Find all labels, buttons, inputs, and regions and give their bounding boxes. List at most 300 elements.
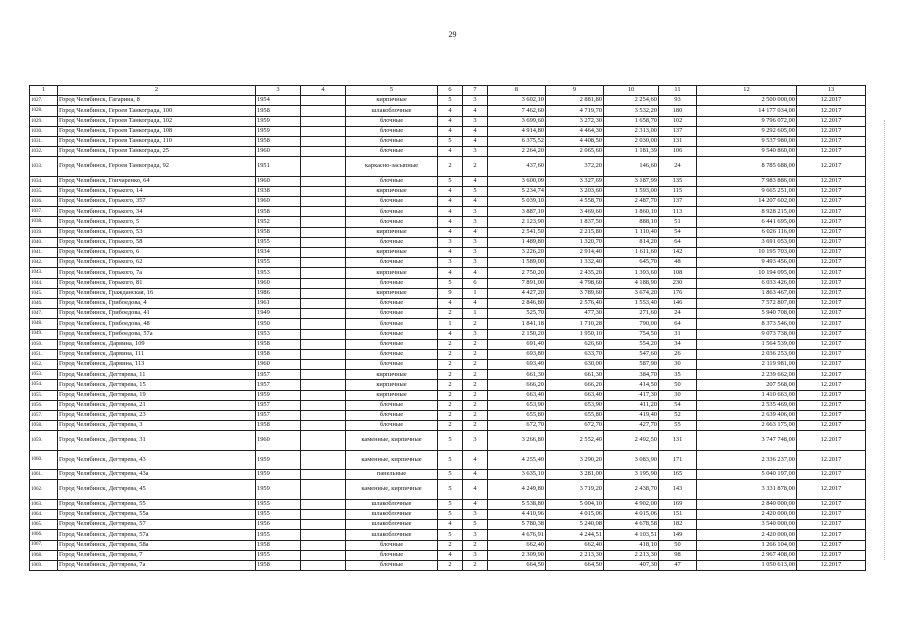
total-area-cell: 655,80 bbox=[488, 411, 546, 421]
table-row bbox=[30, 339, 866, 349]
column-4-cell bbox=[301, 360, 346, 370]
living-area-cell: 2 215,80 bbox=[546, 227, 604, 237]
deadline-cell: 12.2017 bbox=[797, 431, 866, 450]
deadline-cell: 12.2017 bbox=[797, 176, 866, 186]
living-area-cell: 3 290,20 bbox=[546, 450, 604, 469]
table-row bbox=[30, 136, 866, 146]
wall-material-cell: панельные bbox=[346, 470, 438, 480]
total-area-cell: 3 699,60 bbox=[488, 116, 546, 126]
entrances-cell: 2 bbox=[463, 390, 488, 400]
table-row bbox=[30, 227, 866, 237]
row-index-cell: 1027. bbox=[30, 96, 58, 106]
floors-cell: 2 bbox=[438, 360, 463, 370]
repair-cost-cell: 2 239 662,00 bbox=[697, 370, 797, 380]
table-row bbox=[30, 217, 866, 227]
repair-cost-cell: 2 336 237,00 bbox=[697, 450, 797, 469]
deadline-cell: 12.2017 bbox=[797, 480, 866, 499]
deadline-cell: 12.2017 bbox=[797, 248, 866, 258]
floors-cell: 4 bbox=[438, 298, 463, 308]
living-area-cell: 3 272,30 bbox=[546, 116, 604, 126]
floors-cell: 2 bbox=[438, 390, 463, 400]
table-row bbox=[30, 550, 866, 560]
row-index-cell: 1055. bbox=[30, 390, 58, 400]
living-area-cell: 666,20 bbox=[546, 380, 604, 390]
build-year-cell: 1960 bbox=[256, 147, 301, 157]
column-4-cell bbox=[301, 450, 346, 469]
residents-cell: 137 bbox=[659, 126, 697, 136]
build-year-cell: 1955 bbox=[256, 550, 301, 560]
row-index-cell: 1067. bbox=[30, 540, 58, 550]
common-area-cell: 2 254,60 bbox=[604, 96, 659, 106]
residents-cell: 54 bbox=[659, 400, 697, 410]
build-year-cell: 1953 bbox=[256, 268, 301, 278]
row-index-cell: 1030. bbox=[30, 126, 58, 136]
repair-cost-cell: 9 796 072,00 bbox=[697, 116, 797, 126]
repair-cost-cell: 8 928 215,00 bbox=[697, 207, 797, 217]
total-area-cell: 4 427,20 bbox=[488, 288, 546, 298]
floors-cell: 5 bbox=[438, 431, 463, 450]
common-area-cell: 547,60 bbox=[604, 349, 659, 359]
repair-cost-cell: 14 207 602,00 bbox=[697, 197, 797, 207]
residents-cell: 146 bbox=[659, 298, 697, 308]
living-area-cell: 4 719,70 bbox=[546, 106, 604, 116]
build-year-cell: 1959 bbox=[256, 480, 301, 499]
address-cell: Город Челябинск, Грибоедова, 57а bbox=[58, 329, 256, 339]
common-area-cell: 3 674,20 bbox=[604, 288, 659, 298]
table-row bbox=[30, 329, 866, 339]
table-row bbox=[30, 207, 866, 217]
build-year-cell: 1953 bbox=[256, 329, 301, 339]
address-cell: Город Челябинск, Дегтярева, 23 bbox=[58, 411, 256, 421]
build-year-cell: 1952 bbox=[256, 217, 301, 227]
build-year-cell: 1958 bbox=[256, 136, 301, 146]
column-number-row bbox=[30, 86, 866, 96]
build-year-cell: 1959 bbox=[256, 116, 301, 126]
column-4-cell bbox=[301, 96, 346, 106]
total-area-cell: 7 462,60 bbox=[488, 106, 546, 116]
row-index-cell: 1054. bbox=[30, 380, 58, 390]
table-row bbox=[30, 360, 866, 370]
build-year-cell: 1960 bbox=[256, 360, 301, 370]
common-area-cell: 1 553,40 bbox=[604, 298, 659, 308]
entrances-cell: 1 bbox=[463, 288, 488, 298]
deadline-cell: 12.2017 bbox=[797, 136, 866, 146]
table-row bbox=[30, 248, 866, 258]
column-4-cell bbox=[301, 319, 346, 329]
address-cell: Город Челябинск, Грибоедова, 41 bbox=[58, 309, 256, 319]
floors-cell: 4 bbox=[438, 520, 463, 530]
repair-cost-cell: 3 691 053,00 bbox=[697, 237, 797, 247]
address-cell: Город Челябинск, Дегтярева, 57а bbox=[58, 530, 256, 540]
entrances-cell: 3 bbox=[463, 248, 488, 258]
repair-cost-cell: 2 639 406,00 bbox=[697, 411, 797, 421]
common-area-cell: 411,20 bbox=[604, 400, 659, 410]
address-cell: Город Челябинск, Героев Танкограда, 100 bbox=[58, 106, 256, 116]
residents-cell: 169 bbox=[659, 499, 697, 509]
common-area-cell: 4 015,06 bbox=[604, 509, 659, 519]
row-index-cell: 1035. bbox=[30, 186, 58, 196]
repair-cost-cell: 9 540 860,00 bbox=[697, 147, 797, 157]
column-4-cell bbox=[301, 147, 346, 157]
build-year-cell: 1950 bbox=[256, 319, 301, 329]
column-4-cell bbox=[301, 370, 346, 380]
residents-cell: 108 bbox=[659, 268, 697, 278]
floors-cell: 5 bbox=[438, 136, 463, 146]
repair-cost-cell: 3 747 748,00 bbox=[697, 431, 797, 450]
total-area-cell: 5 538,80 bbox=[488, 499, 546, 509]
residents-cell: 171 bbox=[659, 450, 697, 469]
deadline-cell: 12.2017 bbox=[797, 520, 866, 530]
floors-cell: 2 bbox=[438, 370, 463, 380]
address-cell: Город Челябинск, Дегтярева, 7 bbox=[58, 550, 256, 560]
total-area-cell: 6 375,52 bbox=[488, 136, 546, 146]
residents-cell: 54 bbox=[659, 227, 697, 237]
common-area-cell: 587,90 bbox=[604, 360, 659, 370]
build-year-cell: 1938 bbox=[256, 186, 301, 196]
living-area-cell: 3 203,60 bbox=[546, 186, 604, 196]
common-area-cell: 4 188,90 bbox=[604, 278, 659, 288]
entrances-cell: 2 bbox=[463, 411, 488, 421]
column-4-cell bbox=[301, 227, 346, 237]
floors-cell: 4 bbox=[438, 227, 463, 237]
living-area-cell: 1 837,50 bbox=[546, 217, 604, 227]
column-4-cell bbox=[301, 480, 346, 499]
total-area-cell: 437,60 bbox=[488, 157, 546, 176]
living-area-cell: 630,00 bbox=[546, 360, 604, 370]
floors-cell: 4 bbox=[438, 186, 463, 196]
deadline-cell: 12.2017 bbox=[797, 470, 866, 480]
build-year-cell: 1957 bbox=[256, 370, 301, 380]
row-index-cell: 1039. bbox=[30, 227, 58, 237]
floors-cell: 3 bbox=[438, 237, 463, 247]
table-row bbox=[30, 319, 866, 329]
deadline-cell: 12.2017 bbox=[797, 550, 866, 560]
repair-cost-cell: 9 537 980,00 bbox=[697, 136, 797, 146]
residents-cell: 98 bbox=[659, 550, 697, 560]
floors-cell: 2 bbox=[438, 421, 463, 431]
column-header: 9 bbox=[546, 86, 604, 96]
common-area-cell: 419,40 bbox=[604, 411, 659, 421]
wall-material-cell: блочные bbox=[346, 329, 438, 339]
repair-cost-cell: 7 983 886,00 bbox=[697, 176, 797, 186]
column-header: 5 bbox=[346, 86, 438, 96]
residents-cell: 24 bbox=[659, 157, 697, 176]
repair-cost-cell: 2 119 981,00 bbox=[697, 360, 797, 370]
wall-material-cell: кирпичные bbox=[346, 248, 438, 258]
row-index-cell: 1059. bbox=[30, 431, 58, 450]
common-area-cell: 4 902,00 bbox=[604, 499, 659, 509]
living-area-cell: 2 914,40 bbox=[546, 248, 604, 258]
living-area-cell: 4 798,60 bbox=[546, 278, 604, 288]
build-year-cell: 1957 bbox=[256, 400, 301, 410]
column-4-cell bbox=[301, 136, 346, 146]
deadline-cell: 12.2017 bbox=[797, 530, 866, 540]
row-index-cell: 1044. bbox=[30, 278, 58, 288]
column-4-cell bbox=[301, 298, 346, 308]
common-area-cell: 3 195,90 bbox=[604, 470, 659, 480]
residents-cell: 102 bbox=[659, 116, 697, 126]
common-area-cell: 1 110,40 bbox=[604, 227, 659, 237]
residents-cell: 230 bbox=[659, 278, 697, 288]
row-index-cell: 1063. bbox=[30, 499, 58, 509]
row-index-cell: 1053. bbox=[30, 370, 58, 380]
total-area-cell: 3 226,20 bbox=[488, 248, 546, 258]
wall-material-cell: шлакоблочные bbox=[346, 499, 438, 509]
floors-cell: 2 bbox=[438, 540, 463, 550]
common-area-cell: 1 611,60 bbox=[604, 248, 659, 258]
floors-cell: 4 bbox=[438, 197, 463, 207]
column-4-cell bbox=[301, 288, 346, 298]
residents-cell: 31 bbox=[659, 329, 697, 339]
deadline-cell: 12.2017 bbox=[797, 278, 866, 288]
entrances-cell: 2 bbox=[463, 319, 488, 329]
total-area-cell: 653,90 bbox=[488, 400, 546, 410]
total-area-cell: 3 635,10 bbox=[488, 470, 546, 480]
repair-cost-cell: 207 568,00 bbox=[697, 380, 797, 390]
address-cell: Город Челябинск, Гагарина, 8 bbox=[58, 96, 256, 106]
entrances-cell: 2 bbox=[463, 421, 488, 431]
total-area-cell: 666,20 bbox=[488, 380, 546, 390]
address-cell: Город Челябинск, Дегтярева, 57 bbox=[58, 520, 256, 530]
living-area-cell: 1 710,28 bbox=[546, 319, 604, 329]
build-year-cell: 1958 bbox=[256, 349, 301, 359]
repair-cost-cell: 9 292 605,00 bbox=[697, 126, 797, 136]
floors-cell: 2 bbox=[438, 380, 463, 390]
column-4-cell bbox=[301, 400, 346, 410]
common-area-cell: 417,30 bbox=[604, 390, 659, 400]
row-index-cell: 1068. bbox=[30, 550, 58, 560]
residents-cell: 35 bbox=[659, 370, 697, 380]
entrances-cell: 4 bbox=[463, 227, 488, 237]
build-year-cell: 1934 bbox=[256, 248, 301, 258]
table-row bbox=[30, 176, 866, 186]
total-area-cell: 662,40 bbox=[488, 540, 546, 550]
floors-cell: 5 bbox=[438, 509, 463, 519]
floors-cell: 4 bbox=[438, 248, 463, 258]
address-cell: Город Челябинск, Дарвина, 113 bbox=[58, 360, 256, 370]
common-area-cell: 2 438,70 bbox=[604, 480, 659, 499]
living-area-cell: 2 213,30 bbox=[546, 550, 604, 560]
row-index-cell: 1036. bbox=[30, 197, 58, 207]
column-4-cell bbox=[301, 550, 346, 560]
deadline-cell: 12.2017 bbox=[797, 319, 866, 329]
common-area-cell: 754,50 bbox=[604, 329, 659, 339]
residents-cell: 55 bbox=[659, 421, 697, 431]
column-header: 6 bbox=[438, 86, 463, 96]
address-cell: Город Челябинск, Горького, 14 bbox=[58, 186, 256, 196]
column-4-cell bbox=[301, 126, 346, 136]
residents-cell: 142 bbox=[659, 248, 697, 258]
living-area-cell: 2 552,40 bbox=[546, 431, 604, 450]
build-year-cell: 1955 bbox=[256, 530, 301, 540]
address-cell: Город Челябинск, Дегтярева, 3 bbox=[58, 421, 256, 431]
floors-cell: 4 bbox=[438, 126, 463, 136]
floors-cell: 5 bbox=[438, 499, 463, 509]
table-row bbox=[30, 480, 866, 499]
entrances-cell: 3 bbox=[463, 237, 488, 247]
common-area-cell: 2 492,50 bbox=[604, 431, 659, 450]
entrances-cell: 4 bbox=[463, 106, 488, 116]
column-4-cell bbox=[301, 421, 346, 431]
living-area-cell: 3 469,60 bbox=[546, 207, 604, 217]
living-area-cell: 4 015,06 bbox=[546, 509, 604, 519]
total-area-cell: 4 914,80 bbox=[488, 126, 546, 136]
floors-cell: 2 bbox=[438, 411, 463, 421]
floors-cell: 4 bbox=[438, 217, 463, 227]
entrances-cell: 5 bbox=[463, 520, 488, 530]
address-cell: Город Челябинск, Горького, 62 bbox=[58, 258, 256, 268]
build-year-cell: 1960 bbox=[256, 197, 301, 207]
deadline-cell: 12.2017 bbox=[797, 207, 866, 217]
wall-material-cell: блочные bbox=[346, 309, 438, 319]
entrances-cell: 3 bbox=[463, 207, 488, 217]
entrances-cell: 3 bbox=[463, 550, 488, 560]
wall-material-cell: блочные bbox=[346, 197, 438, 207]
address-cell: Город Челябинск, Дегтярева, 19 bbox=[58, 390, 256, 400]
build-year-cell: 1956 bbox=[256, 520, 301, 530]
build-year-cell: 1961 bbox=[256, 298, 301, 308]
table-row bbox=[30, 309, 866, 319]
deadline-cell: 12.2017 bbox=[797, 329, 866, 339]
deadline-cell: 12.2017 bbox=[797, 560, 866, 570]
address-cell: Город Челябинск, Дегтярева, 31 bbox=[58, 431, 256, 450]
floors-cell: 5 bbox=[438, 480, 463, 499]
wall-material-cell: каменные, кирпичные bbox=[346, 450, 438, 469]
total-area-cell: 1 489,80 bbox=[488, 237, 546, 247]
address-cell: Город Челябинск, Горького, 58 bbox=[58, 237, 256, 247]
row-index-cell: 1038. bbox=[30, 217, 58, 227]
living-area-cell: 2 576,40 bbox=[546, 298, 604, 308]
wall-material-cell: блочные bbox=[346, 550, 438, 560]
total-area-cell: 4 410,96 bbox=[488, 509, 546, 519]
deadline-cell: 12.2017 bbox=[797, 339, 866, 349]
repair-cost-cell: 2 500 000,00 bbox=[697, 96, 797, 106]
address-cell: Город Челябинск, Горького, 53 bbox=[58, 227, 256, 237]
repair-cost-cell: 6 033 426,00 bbox=[697, 278, 797, 288]
entrances-cell: 4 bbox=[463, 136, 488, 146]
table-row bbox=[30, 499, 866, 509]
floors-cell: 2 bbox=[438, 560, 463, 570]
common-area-cell: 1 860,10 bbox=[604, 207, 659, 217]
deadline-cell: 12.2017 bbox=[797, 217, 866, 227]
wall-material-cell: блочные bbox=[346, 421, 438, 431]
total-area-cell: 664,50 bbox=[488, 560, 546, 570]
column-4-cell bbox=[301, 349, 346, 359]
repair-cost-cell: 10 195 703,00 bbox=[697, 248, 797, 258]
repair-cost-cell: 2 967 408,00 bbox=[697, 550, 797, 560]
column-4-cell bbox=[301, 329, 346, 339]
row-index-cell: 1048. bbox=[30, 319, 58, 329]
floors-cell: 5 bbox=[438, 450, 463, 469]
column-header: 7 bbox=[463, 86, 488, 96]
row-index-cell: 1047. bbox=[30, 309, 58, 319]
table-row bbox=[30, 197, 866, 207]
living-area-cell: 4 558,70 bbox=[546, 197, 604, 207]
floors-cell: 2 bbox=[438, 400, 463, 410]
build-year-cell: 1986 bbox=[256, 288, 301, 298]
address-cell: Город Челябинск, Дегтярева, 15 bbox=[58, 380, 256, 390]
table-row bbox=[30, 509, 866, 519]
wall-material-cell: блочные bbox=[346, 116, 438, 126]
deadline-cell: 12.2017 bbox=[797, 126, 866, 136]
common-area-cell: 146,60 bbox=[604, 157, 659, 176]
repair-cost-cell: 3 331 878,00 bbox=[697, 480, 797, 499]
total-area-cell: 661,30 bbox=[488, 370, 546, 380]
repair-cost-cell: 14 177 034,00 bbox=[697, 106, 797, 116]
column-4-cell bbox=[301, 431, 346, 450]
floors-cell: 4 bbox=[438, 268, 463, 278]
row-index-cell: 1050. bbox=[30, 339, 58, 349]
row-index-cell: 1046. bbox=[30, 298, 58, 308]
living-area-cell: 5 004,10 bbox=[546, 499, 604, 509]
floors-cell: 5 bbox=[438, 96, 463, 106]
repair-cost-cell: 5 040 197,00 bbox=[697, 470, 797, 480]
common-area-cell: 1 181,39 bbox=[604, 147, 659, 157]
build-year-cell: 1958 bbox=[256, 106, 301, 116]
address-cell: Город Челябинск, Дегтярева, 55 bbox=[58, 499, 256, 509]
column-4-cell bbox=[301, 540, 346, 550]
residents-cell: 113 bbox=[659, 207, 697, 217]
table-row bbox=[30, 186, 866, 196]
entrances-cell: 4 bbox=[463, 470, 488, 480]
floors-cell: 2 bbox=[438, 349, 463, 359]
column-4-cell bbox=[301, 268, 346, 278]
deadline-cell: 12.2017 bbox=[797, 197, 866, 207]
total-area-cell: 2 541,50 bbox=[488, 227, 546, 237]
row-index-cell: 1029. bbox=[30, 116, 58, 126]
wall-material-cell: шлакоблочные bbox=[346, 520, 438, 530]
wall-material-cell: кирпичные bbox=[346, 380, 438, 390]
table-row bbox=[30, 278, 866, 288]
address-cell: Город Челябинск, Дарвина, 109 bbox=[58, 339, 256, 349]
address-cell: Город Челябинск, Героев Танкограда, 25 bbox=[58, 147, 256, 157]
address-cell: Город Челябинск, Дегтярева, 7а bbox=[58, 560, 256, 570]
deadline-cell: 12.2017 bbox=[797, 390, 866, 400]
common-area-cell: 407,30 bbox=[604, 560, 659, 570]
table-row bbox=[30, 560, 866, 570]
floors-cell: 9 bbox=[438, 288, 463, 298]
repair-cost-cell: 1 050 613,00 bbox=[697, 560, 797, 570]
column-4-cell bbox=[301, 411, 346, 421]
column-4-cell bbox=[301, 106, 346, 116]
address-cell: Город Челябинск, Дегтярева, 55а bbox=[58, 509, 256, 519]
deadline-cell: 12.2017 bbox=[797, 421, 866, 431]
wall-material-cell: блочные bbox=[346, 349, 438, 359]
row-index-cell: 1031. bbox=[30, 136, 58, 146]
address-cell: Город Челябинск, Дегтярева, 43 bbox=[58, 450, 256, 469]
entrances-cell: 4 bbox=[463, 480, 488, 499]
living-area-cell: 1 320,70 bbox=[546, 237, 604, 247]
total-area-cell: 2 123,90 bbox=[488, 217, 546, 227]
residents-cell: 165 bbox=[659, 470, 697, 480]
repair-cost-cell: 3 540 000,00 bbox=[697, 520, 797, 530]
page-number: 29 bbox=[448, 30, 457, 39]
column-header: 1 bbox=[30, 86, 58, 96]
residents-cell: 131 bbox=[659, 431, 697, 450]
residents-cell: 52 bbox=[659, 411, 697, 421]
total-area-cell: 525,70 bbox=[488, 309, 546, 319]
build-year-cell: 1955 bbox=[256, 258, 301, 268]
column-4-cell bbox=[301, 380, 346, 390]
column-4-cell bbox=[301, 560, 346, 570]
table-row bbox=[30, 268, 866, 278]
living-area-cell: 672,70 bbox=[546, 421, 604, 431]
wall-material-cell: блочные bbox=[346, 560, 438, 570]
floors-cell: 4 bbox=[438, 207, 463, 217]
common-area-cell: 4 103,51 bbox=[604, 530, 659, 540]
address-cell: Город Челябинск, Дегтярева, 45 bbox=[58, 480, 256, 499]
total-area-cell: 3 887,10 bbox=[488, 207, 546, 217]
